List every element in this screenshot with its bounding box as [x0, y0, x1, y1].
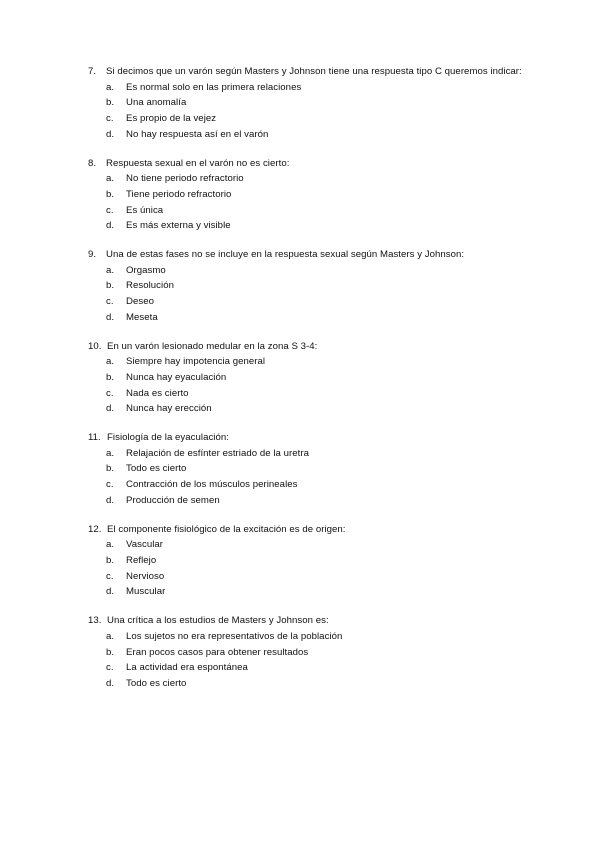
option-list: [88, 629, 548, 692]
question-number: 8.: [88, 157, 97, 169]
question-list: [88, 64, 548, 705]
option-list: [88, 80, 548, 143]
option-a: [106, 171, 548, 187]
option-text: Siempre hay impotencia general: [126, 356, 266, 368]
option-letter: c.: [106, 479, 114, 491]
option-d: [106, 584, 548, 600]
option-text: Es normal solo en las primera relaciones: [126, 81, 302, 93]
question-stem: [88, 613, 548, 629]
option-letter: c.: [106, 387, 114, 399]
option-letter: c.: [106, 113, 114, 125]
question-stem: [88, 522, 548, 538]
option-b: [106, 553, 548, 569]
option-letter: a.: [106, 539, 115, 551]
question-text: En un varón lesionado medular en la zona S 3-4:: [107, 340, 318, 352]
option-a: [106, 354, 548, 370]
question-7: [88, 64, 548, 143]
option-letter: b.: [106, 371, 115, 383]
option-text: Meseta: [126, 311, 158, 323]
option-letter: a.: [106, 173, 115, 185]
option-letter: c.: [106, 570, 114, 582]
question-stem: [88, 247, 548, 263]
question-text: Si decimos que un varón según Masters y Johnson tiene una respuesta tipo C queremos indicar:: [106, 66, 522, 77]
question-stem: [88, 64, 548, 80]
option-letter: b.: [106, 188, 115, 200]
question-number: 10.: [88, 340, 102, 352]
option-text: No tiene periodo refractorio: [126, 173, 244, 185]
question-13: [88, 613, 548, 692]
option-c: [106, 294, 548, 310]
option-text: Todo es cierto: [126, 677, 187, 689]
option-letter: b.: [106, 463, 115, 475]
option-c: [106, 111, 548, 127]
option-text: Nada es cierto: [126, 387, 189, 399]
question-text: El componente fisiológico de la excitación es de origen:: [107, 523, 346, 535]
question-stem: [88, 156, 548, 172]
option-b: [106, 461, 548, 477]
option-text: Todo es cierto: [126, 463, 187, 475]
question-text: Respuesta sexual en el varón no es cierto:: [106, 157, 290, 169]
option-text: Eran pocos casos para obtener resultados: [126, 646, 309, 658]
option-letter: a.: [106, 630, 115, 642]
option-letter: b.: [106, 646, 115, 658]
question-stem: [88, 430, 548, 446]
option-b: [106, 370, 548, 386]
option-letter: c.: [106, 662, 114, 674]
option-letter: d.: [106, 677, 115, 689]
question-text: Fisiología de la eyaculación:: [107, 432, 229, 444]
option-text: Reflejo: [126, 554, 157, 566]
option-text: Nunca hay eyaculación: [126, 371, 227, 383]
option-b: [106, 645, 548, 661]
option-d: [106, 493, 548, 509]
option-text: Orgasmo: [126, 264, 166, 276]
option-d: [106, 676, 548, 692]
option-letter: d.: [106, 128, 115, 140]
option-text: Tiene periodo refractorio: [126, 188, 232, 200]
option-text: Nunca hay erección: [126, 403, 212, 415]
option-d: [106, 401, 548, 417]
option-c: [106, 569, 548, 585]
option-text: Resolución: [126, 280, 174, 292]
option-letter: d.: [106, 220, 115, 232]
option-letter: b.: [106, 554, 115, 566]
option-list: [88, 263, 548, 326]
option-list: [88, 446, 548, 509]
option-text: Es única: [126, 204, 164, 216]
option-d: [106, 218, 548, 234]
question-stem: [88, 339, 548, 355]
option-d: [106, 127, 548, 143]
question-number: 13.: [88, 615, 102, 627]
option-text: La actividad era espontánea: [126, 662, 248, 674]
question-11: [88, 430, 548, 509]
option-a: [106, 263, 548, 279]
option-letter: b.: [106, 280, 115, 292]
option-c: [106, 386, 548, 402]
option-letter: c.: [106, 296, 114, 308]
option-a: [106, 629, 548, 645]
option-text: Una anomalía: [126, 97, 187, 109]
option-text: Contracción de los músculos perineales: [126, 479, 298, 491]
question-number: 7.: [88, 66, 97, 77]
option-letter: b.: [106, 97, 115, 109]
option-d: [106, 310, 548, 326]
option-b: [106, 95, 548, 111]
option-text: Es propio de la vejez: [126, 113, 217, 125]
option-text: Vascular: [126, 539, 164, 551]
option-b: [106, 278, 548, 294]
question-12: [88, 522, 548, 601]
question-text: Una crítica a los estudios de Masters y Johnson es:: [107, 615, 329, 627]
option-c: [106, 660, 548, 676]
option-letter: d.: [106, 494, 115, 506]
question-8: [88, 156, 548, 235]
option-text: Es más externa y visible: [126, 220, 231, 232]
question-number: 11.: [88, 432, 101, 444]
option-letter: a.: [106, 264, 115, 276]
option-text: Relajación de esfínter estriado de la uretra: [126, 447, 309, 459]
option-letter: c.: [106, 204, 114, 216]
question-10: [88, 339, 548, 418]
option-text: Los sujetos no era representativos de la población: [126, 630, 343, 642]
option-b: [106, 187, 548, 203]
question-text: Una de estas fases no se incluye en la respuesta sexual según Masters y Johnson:: [106, 249, 465, 261]
question-number: 12.: [88, 523, 102, 535]
option-c: [106, 477, 548, 493]
option-letter: a.: [106, 356, 115, 368]
option-list: [88, 354, 548, 417]
option-text: Muscular: [126, 586, 166, 598]
option-a: [106, 446, 548, 462]
option-text: Producción de semen: [126, 494, 220, 506]
option-letter: d.: [106, 403, 115, 415]
option-text: Deseo: [126, 296, 154, 308]
option-c: [106, 203, 548, 219]
question-number: 9.: [88, 249, 97, 261]
option-list: [88, 537, 548, 600]
option-a: [106, 80, 548, 96]
option-letter: a.: [106, 447, 115, 459]
option-letter: d.: [106, 311, 115, 323]
option-text: No hay respuesta así en el varón: [126, 128, 269, 140]
option-a: [106, 537, 548, 553]
option-letter: d.: [106, 586, 115, 598]
option-letter: a.: [106, 81, 115, 93]
option-text: Nervioso: [126, 570, 165, 582]
question-9: [88, 247, 548, 326]
option-list: [88, 171, 548, 234]
